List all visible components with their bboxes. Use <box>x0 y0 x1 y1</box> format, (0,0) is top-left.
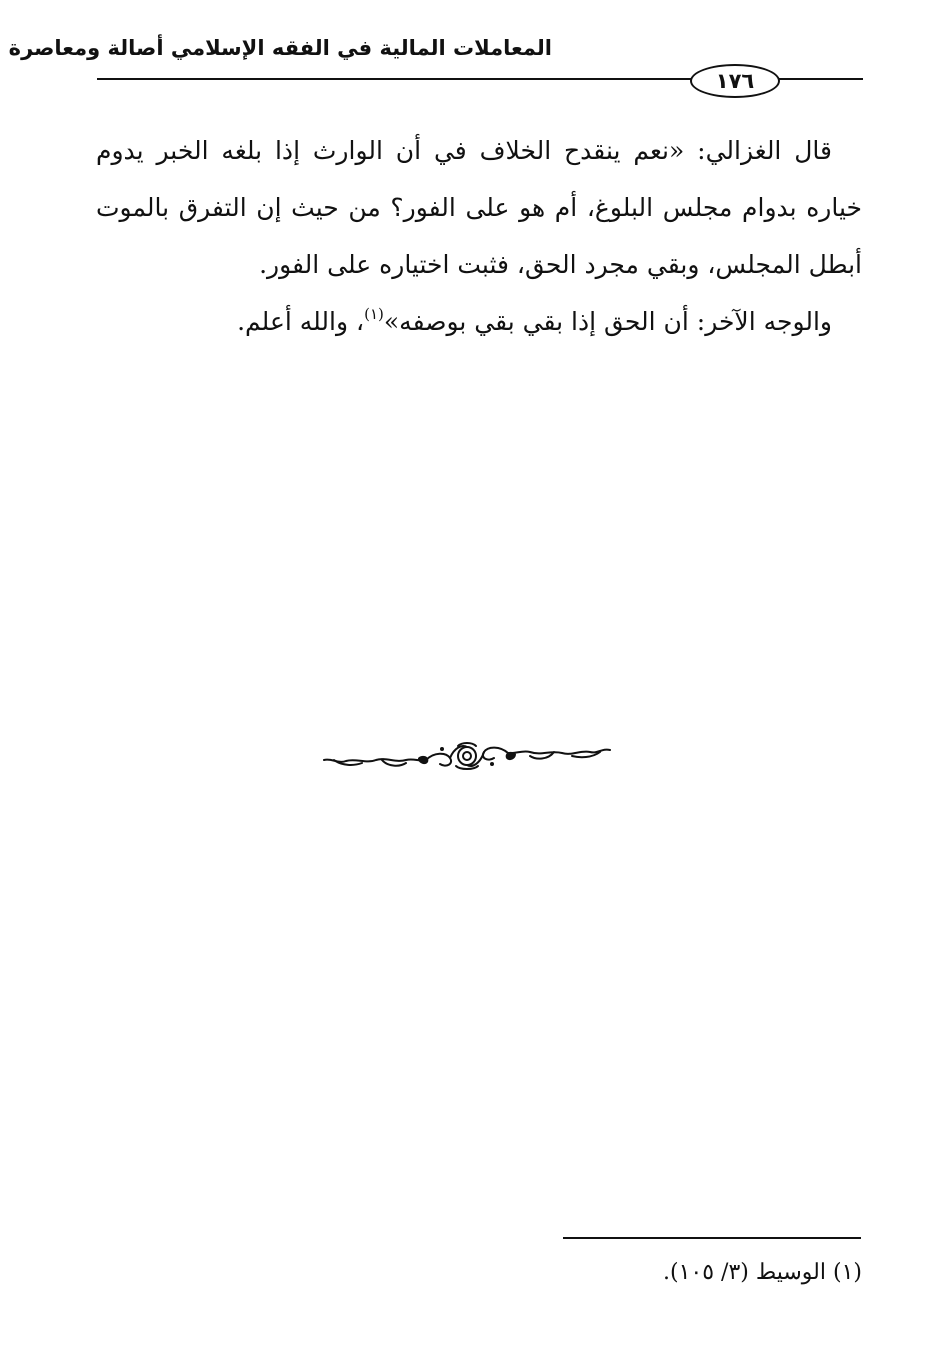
running-title: المعاملات المالية في الفقه الإسلامي أصالة ومعاصرة <box>8 36 552 60</box>
footnote-rule <box>563 1237 861 1239</box>
page-number: ١٧٦ <box>690 64 780 98</box>
paragraph-1: قال الغزالي: «نعم ينقدح الخلاف في أن الوارث إذا بلغه الخبر يدوم خياره بدوام مجلس البلوغ، أم هو على الفور؟ من حيث إن التفرق بالموت أبطل المجلس، وبقي مجرد الحق، فثبت اختياره على الفور. <box>96 136 862 279</box>
body-text <box>96 122 862 350</box>
footnote <box>96 1258 862 1288</box>
ornament-divider-icon <box>322 738 612 774</box>
paragraph-2 <box>96 293 862 350</box>
footnote-text: الوسيط (٣/ ١٠٥). <box>663 1260 826 1285</box>
paragraph-2-text: والوجه الآخر: أن الحق إذا بقي بقي بوصفه» <box>383 307 832 336</box>
footnote-marker: (١) <box>832 1260 862 1285</box>
paragraph-2-ending: ، والله أعلم. <box>237 307 365 336</box>
footnote-reference: (١) <box>364 305 384 323</box>
